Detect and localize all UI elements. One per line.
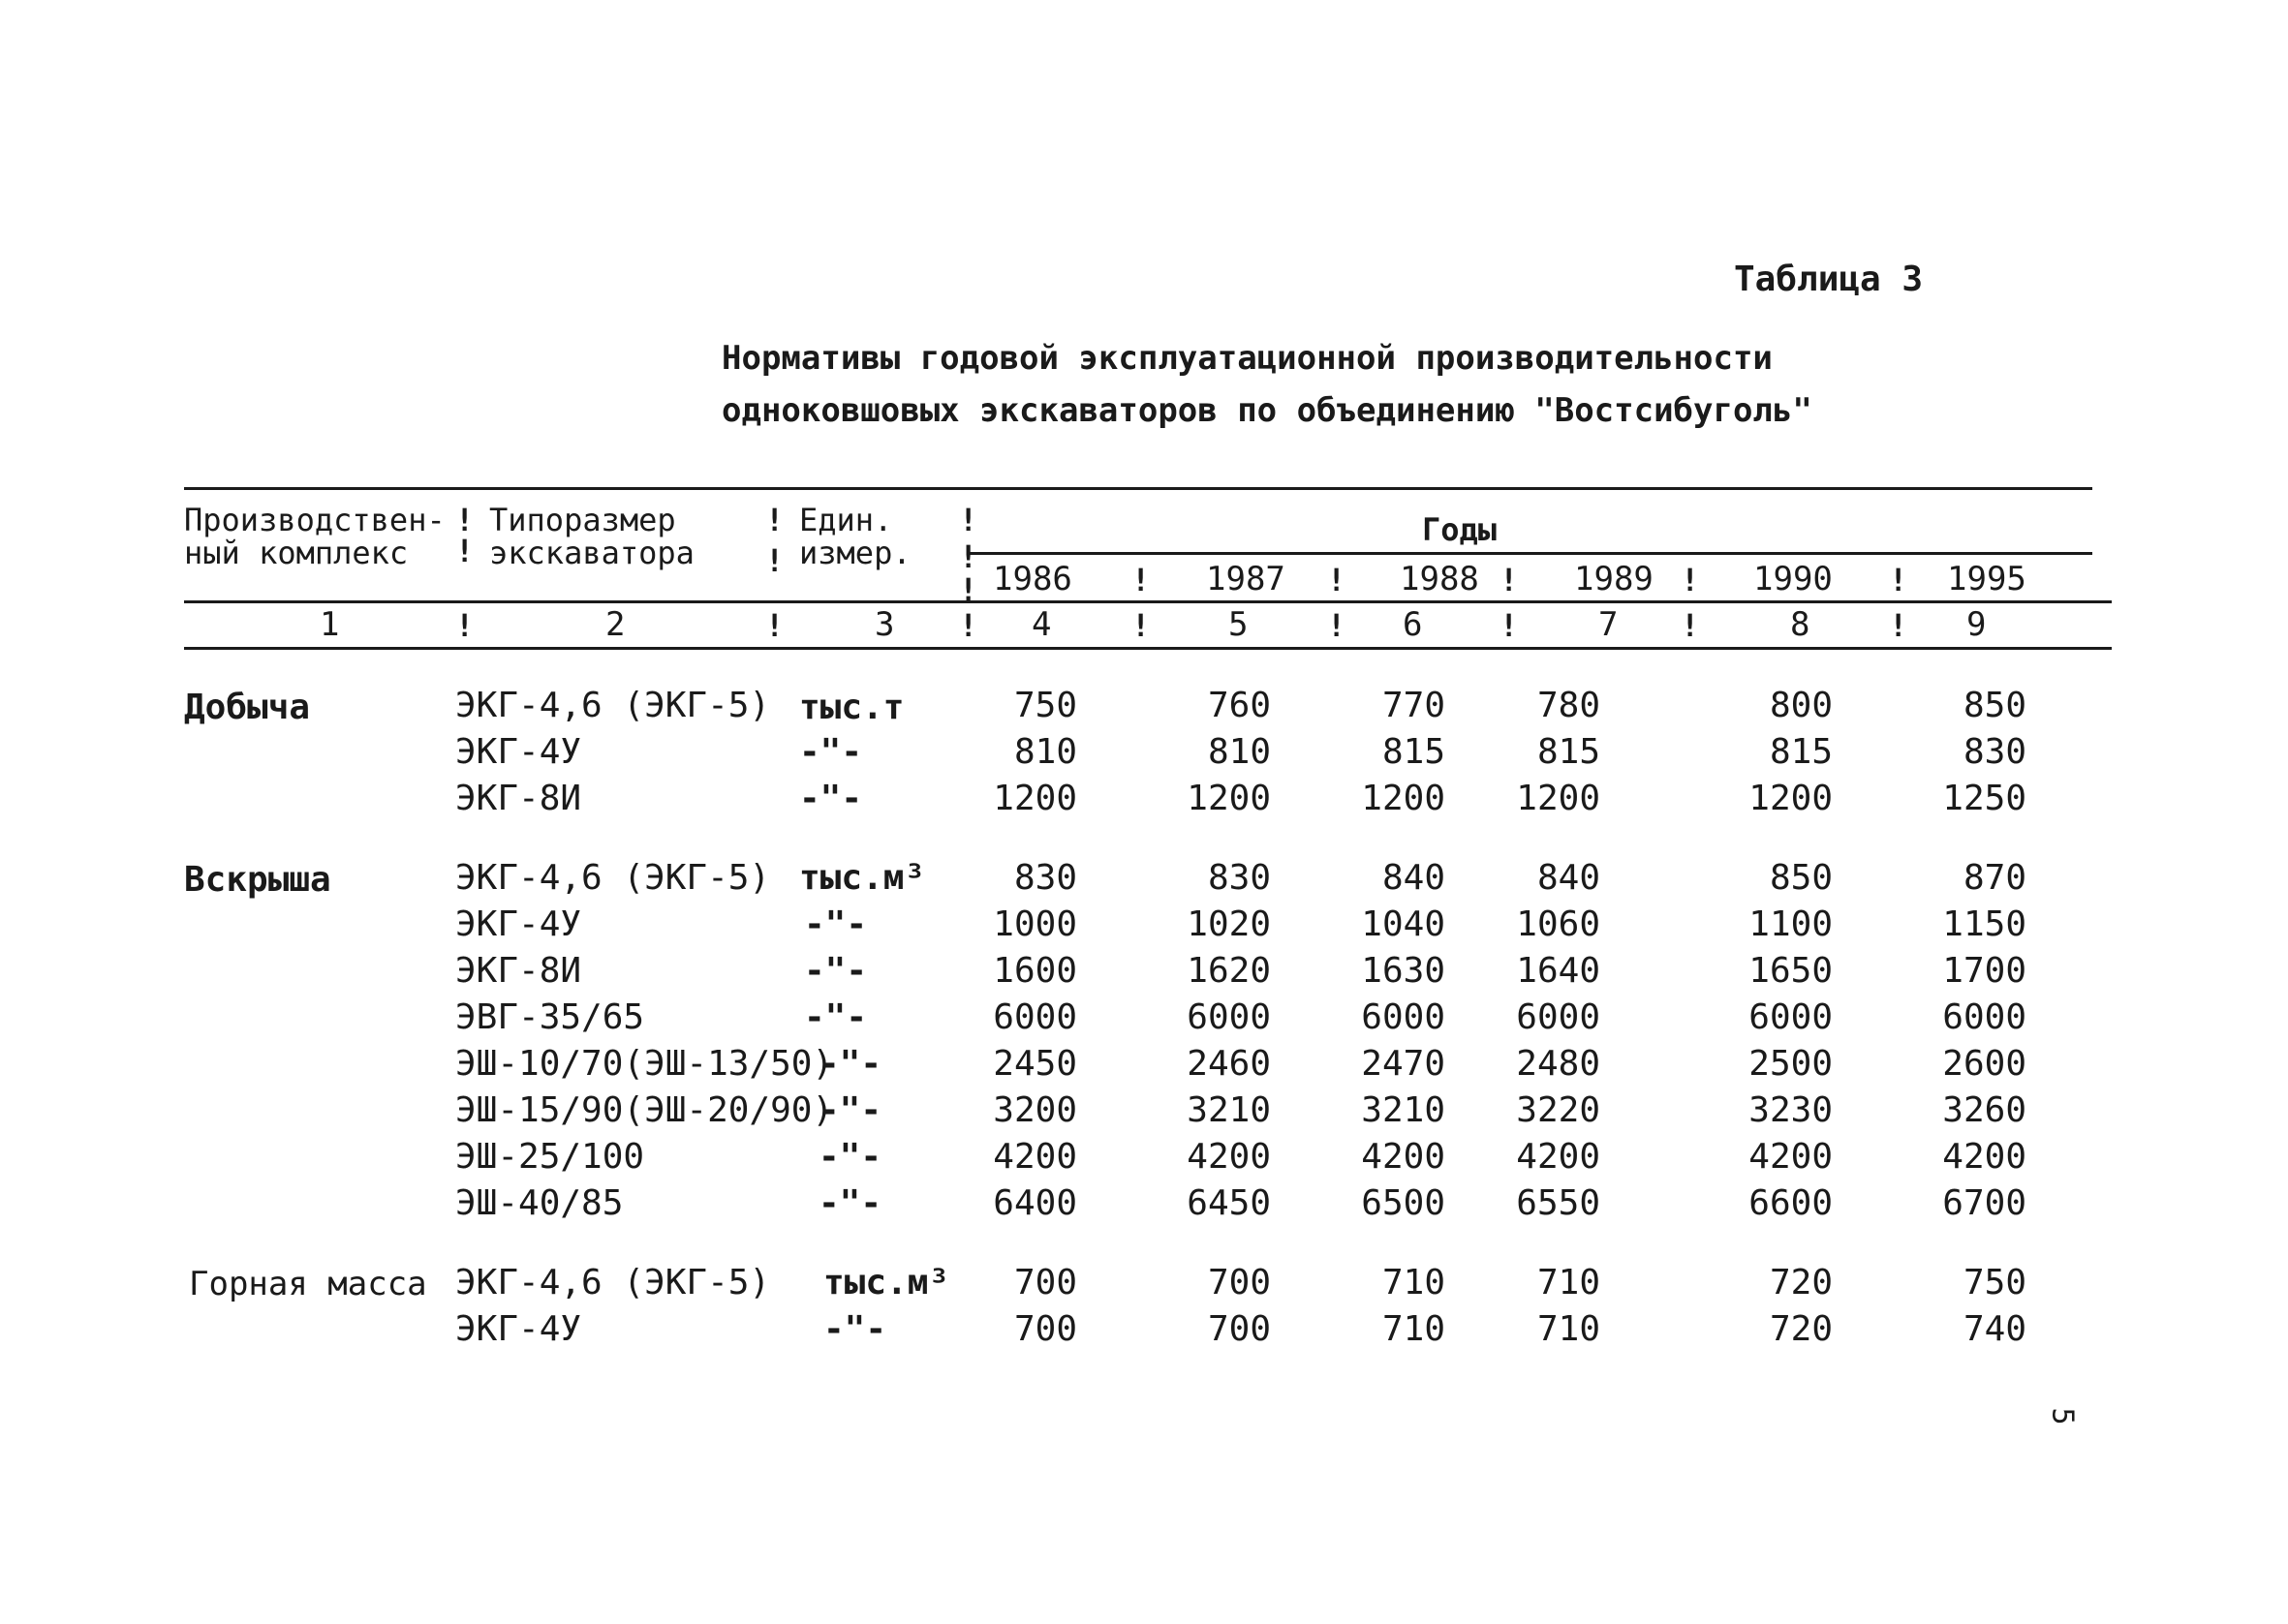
value-cell: 4200 [1516,1137,1600,1177]
value-cell: 1040 [1361,904,1445,944]
header-separator: ! [765,607,785,644]
header-top-rule [184,487,2092,490]
value-cell: 2500 [1748,1044,1833,1084]
year-1989: 1989 [1574,560,1654,598]
unit: -"- [804,904,868,944]
unit: -"- [804,951,868,991]
value-cell: 2600 [1942,1044,2026,1084]
col-number-3: 3 [875,605,895,644]
value-cell: 1060 [1516,904,1600,944]
col-number-5: 5 [1228,605,1249,644]
col-number-1: 1 [320,605,340,644]
value-cell: 6000 [1361,997,1445,1037]
header-col2-line1: Типоразмер [489,502,676,538]
value-cell: 1200 [1748,779,1833,818]
value-cell: 2470 [1361,1044,1445,1084]
excavator-type: ЭШ-40/85 [455,1183,624,1223]
value-cell: 1650 [1748,951,1833,991]
header-separator: ! [455,502,475,538]
year-1988: 1988 [1400,560,1479,598]
value-cell: 780 [1536,686,1600,725]
excavator-type: ЭШ-25/100 [455,1137,645,1177]
value-cell: 1200 [1187,779,1271,818]
value-cell: 1100 [1748,904,1833,944]
unit: -"- [819,1044,882,1084]
header-col2 [489,504,695,569]
complex-label: Добыча [184,688,311,727]
excavator-type: ЭВГ-35/65 [455,997,645,1037]
header-separator: ! [1131,562,1151,598]
header-separator: ! [765,502,785,538]
year-1990: 1990 [1753,560,1833,598]
value-cell: 810 [1207,732,1271,772]
value-cell: 815 [1381,732,1445,772]
value-cell: 4200 [1942,1137,2026,1177]
excavator-type: ЭКГ-4У [455,732,582,772]
header-col2-line2: экскаватора [489,535,695,571]
unit: -"- [823,1309,887,1349]
year-1995: 1995 [1947,560,2026,598]
value-cell: 3220 [1516,1090,1600,1130]
value-cell: 800 [1769,686,1833,725]
unit: -"- [799,732,863,772]
value-cell: 6000 [1748,997,1833,1037]
value-cell: 840 [1536,858,1600,898]
year-1986: 1986 [993,560,1072,598]
header-col3 [799,504,912,569]
header-separator: ! [1889,607,1908,644]
col-number-8: 8 [1790,605,1810,644]
excavator-type: ЭКГ-8И [455,779,582,818]
col-number-4: 4 [1032,605,1052,644]
header-col3-line1: Един. [799,502,893,538]
excavator-type: ЭКГ-4,6 (ЭКГ-5) [455,686,771,725]
value-cell: 720 [1769,1309,1833,1349]
value-cell: 700 [1013,1309,1077,1349]
header-separator: ! [1681,607,1700,644]
value-cell: 1620 [1187,951,1271,991]
value-cell: 750 [1013,686,1077,725]
value-cell: 815 [1769,732,1833,772]
excavator-type: ЭШ-15/90(ЭШ-20/90) [455,1090,834,1130]
unit: тыс.м³ [823,1263,950,1302]
header-separator: ! [455,533,475,569]
excavator-type: ЭКГ-4У [455,1309,582,1349]
col-number-6: 6 [1403,605,1423,644]
table-title-line-1: Нормативы годовой эксплуатационной производительности [722,339,1773,378]
header-separator: ! [1327,562,1346,598]
value-cell: 2460 [1187,1044,1271,1084]
value-cell: 1150 [1942,904,2026,944]
value-cell: 700 [1207,1309,1271,1349]
value-cell: 815 [1536,732,1600,772]
header-col1-line1: Производствен- [184,502,446,538]
value-cell: 3260 [1942,1090,2026,1130]
value-cell: 1020 [1187,904,1271,944]
value-cell: 3230 [1748,1090,1833,1130]
value-cell: 1000 [993,904,1077,944]
value-cell: 1640 [1516,951,1600,991]
value-cell: 6000 [1516,997,1600,1037]
header-mid-rule [184,600,2112,603]
excavator-type: ЭКГ-4У [455,904,582,944]
value-cell: 710 [1381,1309,1445,1349]
page-number: 5 [2045,1407,2080,1425]
col-number-2: 2 [605,605,626,644]
header-separator: ! [959,538,978,575]
col-number-7: 7 [1598,605,1619,644]
excavator-type: ЭКГ-8И [455,951,582,991]
value-cell: 6600 [1748,1183,1833,1223]
value-cell: 870 [1963,858,2026,898]
header-separator: ! [1500,562,1519,598]
value-cell: 1200 [993,779,1077,818]
value-cell: 3210 [1361,1090,1445,1130]
value-cell: 720 [1769,1263,1833,1302]
header-separator: ! [765,542,785,579]
header-separator: ! [959,502,978,538]
header-separator: ! [959,607,978,644]
value-cell: 4200 [993,1137,1077,1177]
excavator-type: ЭКГ-4,6 (ЭКГ-5) [455,1263,771,1302]
value-cell: 1700 [1942,951,2026,991]
value-cell: 850 [1963,686,2026,725]
value-cell: 700 [1207,1263,1271,1302]
value-cell: 6000 [1187,997,1271,1037]
unit: -"- [819,1090,882,1130]
col-number-9: 9 [1966,605,1987,644]
header-separator: ! [1500,607,1519,644]
value-cell: 6400 [993,1183,1077,1223]
value-cell: 1630 [1361,951,1445,991]
unit: -"- [819,1183,882,1223]
value-cell: 850 [1769,858,1833,898]
unit: -"- [804,997,868,1037]
unit: -"- [799,779,863,818]
unit: тыс.м³ [799,858,926,898]
header-separator: ! [1889,562,1908,598]
value-cell: 6500 [1361,1183,1445,1223]
value-cell: 6550 [1516,1183,1600,1223]
value-cell: 710 [1381,1263,1445,1302]
value-cell: 740 [1963,1309,2026,1349]
header-separator: ! [455,607,475,644]
value-cell: 3200 [993,1090,1077,1130]
value-cell: 710 [1536,1263,1600,1302]
value-cell: 840 [1381,858,1445,898]
unit: тыс.т [799,688,905,727]
header-col1 [184,504,446,569]
value-cell: 710 [1536,1309,1600,1349]
header-separator: ! [1131,607,1151,644]
value-cell: 830 [1207,858,1271,898]
year-1987: 1987 [1206,560,1285,598]
value-cell: 770 [1381,686,1445,725]
value-cell: 700 [1013,1263,1077,1302]
header-separator: ! [1681,562,1700,598]
header-col3-line2: измер. [799,535,912,571]
value-cell: 2450 [993,1044,1077,1084]
value-cell: 760 [1207,686,1271,725]
value-cell: 2480 [1516,1044,1600,1084]
header-separator: ! [1327,607,1346,644]
table-label: Таблица 3 [1734,260,1924,299]
value-cell: 830 [1963,732,2026,772]
excavator-type: ЭКГ-4,6 (ЭКГ-5) [455,858,771,898]
value-cell: 6000 [993,997,1077,1037]
unit: -"- [819,1137,882,1177]
value-cell: 6700 [1942,1183,2026,1223]
value-cell: 4200 [1361,1137,1445,1177]
value-cell: 1200 [1516,779,1600,818]
years-group-rule [969,552,2092,555]
value-cell: 1600 [993,951,1077,991]
header-separator: ! [959,571,978,608]
complex-label: Вскрыша [184,860,331,900]
value-cell: 4200 [1748,1137,1833,1177]
excavator-type: ЭШ-10/70(ЭШ-13/50) [455,1044,834,1084]
value-cell: 810 [1013,732,1077,772]
header-bottom-rule [184,647,2112,650]
value-cell: 4200 [1187,1137,1271,1177]
value-cell: 1250 [1942,779,2026,818]
value-cell: 3210 [1187,1090,1271,1130]
value-cell: 830 [1013,858,1077,898]
years-group-label: Годы [1422,511,1498,548]
value-cell: 750 [1963,1263,2026,1302]
value-cell: 6450 [1187,1183,1271,1223]
header-col1-line2: ный комплекс [184,535,409,571]
complex-label: Горная масса [189,1265,427,1303]
value-cell: 1200 [1361,779,1445,818]
table-title-line-2: одноковшовых экскаваторов по объединению "Востсибуголь" [722,391,1812,430]
value-cell: 6000 [1942,997,2026,1037]
